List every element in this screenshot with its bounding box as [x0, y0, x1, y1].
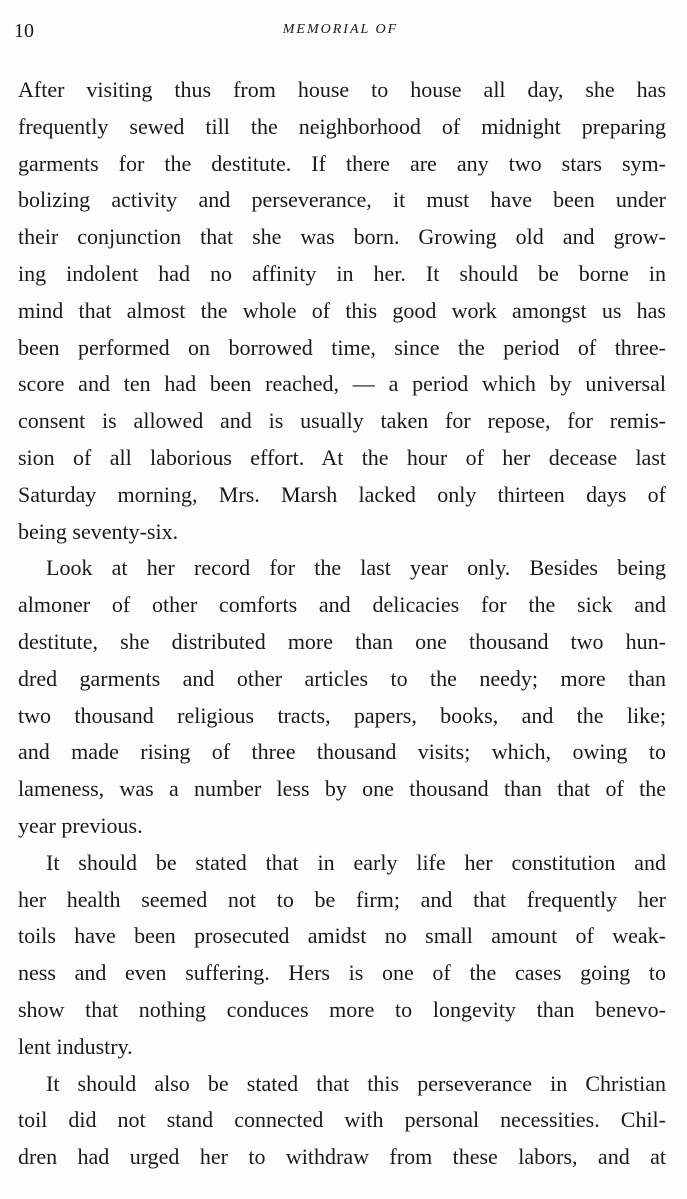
body-text: [18, 72, 666, 1176]
running-head: MEMORIAL OF: [282, 22, 399, 37]
text-line: dren had urged her to withdraw from these labors, and at: [18, 1144, 666, 1170]
text-line: show that nothing conduces more to longevity than benevo-: [18, 996, 666, 1022]
text-line: ing indolent had no affinity in her. It should be borne in: [18, 260, 666, 286]
text-line: sion of all laborious effort. At the hour of her decease last: [18, 444, 666, 470]
text-line: bolizing activity and perseverance, it must have been under: [18, 187, 666, 213]
text-line: After visiting thus from house to house all day, she has: [18, 77, 666, 102]
text-line: It should also be stated that this perseverance in Christian: [46, 1070, 666, 1096]
text-line: dred garments and other articles to the needy; more than: [18, 665, 666, 691]
text-line: toil did not stand connected with personal necessities. Chil-: [18, 1107, 666, 1133]
text-line: garments for the destitute. If there are any two stars sym-: [18, 150, 666, 176]
text-line: been performed on borrowed time, since the period of three-: [18, 334, 666, 360]
text-line: year previous.: [18, 812, 143, 838]
paragraph-2: [18, 550, 666, 844]
paragraph-4: [18, 1066, 666, 1176]
text-line: score and ten had been reached, — a period which by universal: [18, 371, 666, 397]
text-line: It should be stated that in early life her constitution and: [46, 849, 666, 875]
text-line: frequently sewed till the neighborhood of midnight preparing: [18, 113, 666, 139]
text-line: Saturday morning, Mrs. Marsh lacked only thirteen days of: [18, 481, 666, 507]
paragraph-1: [18, 72, 666, 550]
text-line: lameness, was a number less by one thousand than that of the: [18, 776, 666, 802]
text-line: almoner of other comforts and delicacies for the sick and: [18, 592, 666, 618]
text-line: being seventy-six.: [18, 518, 179, 544]
text-line: lent industry.: [18, 1033, 133, 1059]
text-line: their conjunction that she was born. Growing old and grow-: [18, 224, 666, 250]
text-line: her health seemed not to be firm; and that frequently her: [18, 886, 666, 912]
page-number: 10: [14, 20, 34, 42]
text-line: and made rising of three thousand visits; which, owing to: [18, 739, 666, 765]
text-line: destitute, she distributed more than one thousand two hun-: [18, 628, 666, 654]
text-line: consent is allowed and is usually taken for repose, for remis-: [18, 408, 666, 434]
text-line: mind that almost the whole of this good work amongst us has: [18, 297, 666, 323]
text-line: two thousand religious tracts, papers, books, and the like;: [18, 702, 666, 728]
page-header: [14, 20, 667, 46]
text-line: toils have been prosecuted amidst no small amount of weak-: [18, 923, 666, 949]
text-line: Look at her record for the last year only. Besides being: [46, 555, 666, 581]
paragraph-3: [18, 845, 666, 1066]
text-line: ness and even suffering. Hers is one of the cases going to: [18, 960, 666, 986]
